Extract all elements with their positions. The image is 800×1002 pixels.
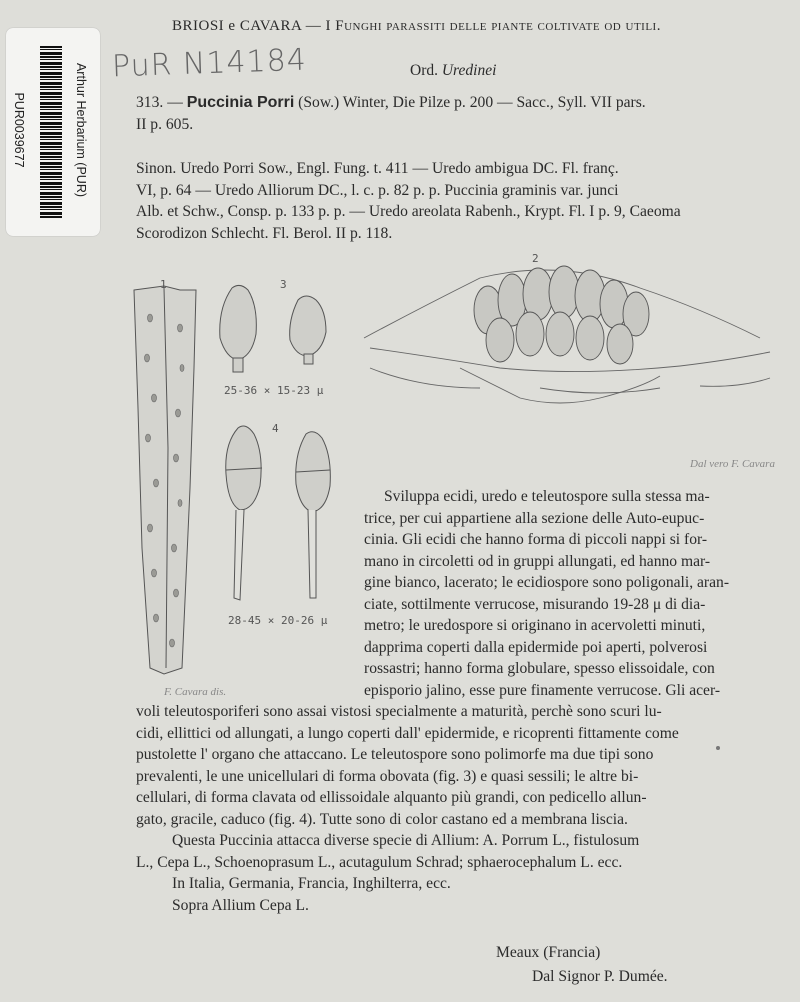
taxon-order: Ord. Uredinei xyxy=(410,62,497,79)
fig3-dimensions: 25-36 × 15-23 μ xyxy=(224,384,324,397)
fig4-dimensions: 28-45 × 20-26 μ xyxy=(228,614,328,627)
desc-line: In Italia, Germania, Francia, Inghilterra, ecc. xyxy=(172,875,451,892)
synonym-line: Scorodizon Schlecht. Fl. Berol. II p. 118. xyxy=(136,224,393,242)
herbarium-name: Arthur Herbarium (PUR) xyxy=(74,62,88,198)
locality: Meaux (Francia) xyxy=(496,944,601,961)
species-name: Puccinia Porri xyxy=(186,94,295,111)
synonym-line: Alb. et Schw., Consp. p. 133 p. p. — Uredo areolata Rabenh., Krypt. Fl. I p. 9, Caeoma xyxy=(136,203,681,220)
desc-line: mano in circoletti od in gruppi allungati, ed hanno mar- xyxy=(364,552,711,570)
desc-line: cellulari, di forma clavata od ellissoidale alquanto più grandi, con pedicello allun- xyxy=(136,789,647,806)
synonyms-block xyxy=(136,158,786,244)
desc-line: episporio jalino, esse pure finamente verrucose. Gli acer- xyxy=(364,681,721,699)
desc-line: pustolette l' organo che attaccano. Le teleutospore sono polimorfe ma due tipi sono xyxy=(136,746,654,763)
header-authors: BRIOSI e CAVARA xyxy=(172,18,302,34)
catalog-number: PUR0039677 xyxy=(12,92,26,168)
header-title: I Funghi parassiti delle piante coltivate od utili. xyxy=(325,18,661,34)
fig2-number: 2 xyxy=(532,252,539,265)
citation: (Sow.) Winter, Die Pilze p. 200 — Sacc., Syll. VII pars. xyxy=(294,94,646,111)
species-entry xyxy=(136,92,796,135)
desc-line: Sviluppa ecidi, uredo e teleutospore sulla stessa ma- xyxy=(384,488,710,505)
illustrator-credit: F. Cavara dis. xyxy=(164,686,227,698)
specimen-dot xyxy=(716,746,720,750)
description-text xyxy=(136,486,791,916)
desc-line: L., Cepa L., Schoenoprasum L., acutagulum Schrad; sphaerocephalum L. ecc. xyxy=(136,853,623,871)
desc-line: gato, gracile, caduco (fig. 4). Tutte sono di color castano ed a membrana liscia. xyxy=(136,810,628,828)
desc-line: gine bianco, lacerato; le ecidiospore sono poligonali, aran- xyxy=(364,574,730,591)
citation-cont: II p. 605. xyxy=(136,115,194,133)
handwritten-accession: PuR N14184 xyxy=(111,42,308,85)
herbarium-label xyxy=(6,28,100,236)
desc-line: trice, per cui appartiene alla sezione delle Auto-eupuc- xyxy=(364,509,705,527)
desc-line: prevalenti, le une unicellulari di forma obovata (fig. 3) e quasi sessili; le altre bi- xyxy=(136,767,639,785)
fig1-number: 1 xyxy=(160,278,167,291)
illustration-credit: Dal vero F. Cavara xyxy=(690,458,775,470)
entry-number: 313. — xyxy=(136,94,187,111)
desc-line: voli teleutosporiferi sono assai vistosi specialmente a maturità, perchè sono scuri lu- xyxy=(136,703,662,720)
fig2-sorus xyxy=(364,266,770,403)
desc-line: ciate, sottilmente verrucose, misurando 19-28 μ di dia- xyxy=(364,595,706,613)
desc-line: Questa Puccinia attacca diverse specie di Allium: A. Porrum L., fistulosum xyxy=(172,832,640,849)
collector: Dal Signor P. Dumée. xyxy=(532,968,668,985)
desc-line: rossastri; hanno forma globulare, spesso elissoidale, con xyxy=(364,660,715,677)
desc-line: Sopra Allium Cepa L. xyxy=(172,896,309,914)
fig4-number: 4 xyxy=(272,422,279,435)
synonym-line: Sinon. Uredo Porri Sow., Engl. Fung. t. 411 — Uredo ambigua DC. Fl. franç. xyxy=(136,160,619,177)
desc-line: metro; le uredospore si originano in acervoletti minuti, xyxy=(364,617,706,634)
barcode xyxy=(40,46,62,218)
desc-line: cidi, ellittici od allungati, a lungo coperti dall' epidermide, e ricoprenti fittamente come xyxy=(136,724,679,742)
synonym-line: VI, p. 64 — Uredo Alliorum DC., l. c. p. 82 p. p. Puccinia graminis var. junci xyxy=(136,181,619,199)
fig3-number: 3 xyxy=(280,278,287,291)
page-header: BRIOSI e CAVARA — I Funghi parassiti delle piante coltivate od utili. xyxy=(172,18,661,34)
desc-line: cinia. Gli ecidi che hanno forma di piccoli nappi si for- xyxy=(364,531,708,548)
fig3-spores xyxy=(220,285,326,372)
desc-line: dapprima coperti dalla epidermide poi aperti, polverosi xyxy=(364,638,708,656)
